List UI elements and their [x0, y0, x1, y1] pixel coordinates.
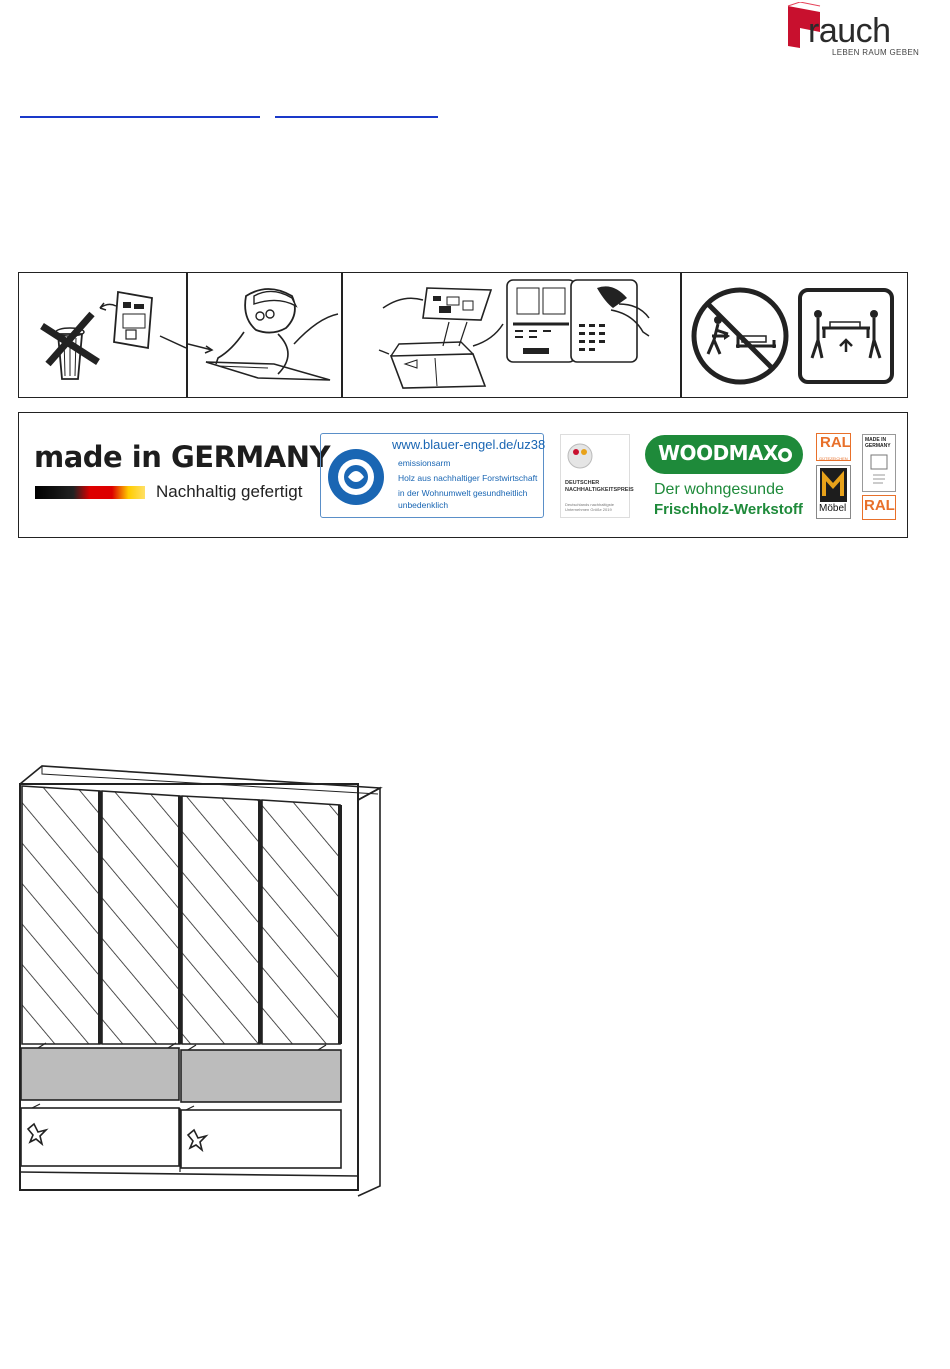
made-in-germany-badge-icon — [869, 453, 889, 487]
made-in-germany-badge-label: MADE IN GERMANY — [865, 437, 891, 449]
wardrobe-drawing — [18, 758, 386, 1198]
woodmax-line1: Der wohngesunde — [654, 481, 784, 498]
blauer-engel-seal-icon — [326, 437, 386, 513]
ral-label-top-sub: GÜTEZEICHEN — [819, 456, 848, 461]
nachhaltigkeitspreis-note: Deutschlands nachhaltigste Unternehmen Größe 2019 — [565, 502, 614, 512]
blauer-item: unbedenklich — [398, 500, 449, 510]
made-in-germany-title: made in GERMANY — [34, 440, 331, 474]
wardrobe-doors — [22, 786, 342, 1044]
germany-flag-gradient — [35, 486, 145, 499]
blauer-engel-url: www.blauer-engel.de/uz38 — [392, 437, 546, 452]
document-link-1[interactable] — [20, 116, 260, 118]
ral-label-top: RAL — [820, 434, 851, 451]
brand-name: rauch — [808, 12, 891, 50]
brand-tagline: LEBEN RAUM GEBEN — [832, 48, 920, 57]
made-in-germany-subtitle: Nachhaltig gefertigt — [156, 482, 303, 501]
ral-label-bottom: RAL — [864, 497, 895, 514]
blauer-item: in der Wohnumwelt gesundheitlich — [398, 488, 528, 498]
do-not-discard-icon — [20, 274, 186, 396]
woodmax-name: WOODMAX — [658, 441, 778, 465]
nachhaltigkeitspreis-globe-icon — [566, 440, 594, 476]
moebel-m-icon — [820, 468, 847, 502]
blauer-item: Holz aus nachhaltiger Forstwirtschaft — [398, 473, 538, 483]
read-instructions-icon — [188, 274, 340, 396]
nachhaltigkeitspreis-title: DEUTSCHER NACHHALTIGKEITSPREIS — [565, 480, 634, 493]
keep-instructions-icon — [343, 274, 679, 396]
lift-do-not-drag-icon — [682, 274, 908, 396]
woodmax-line2: Frischholz-Werkstoff — [654, 501, 803, 518]
woodmax-dot-icon — [776, 446, 794, 464]
moebel-label: Möbel — [819, 503, 847, 514]
document-link-2[interactable] — [275, 116, 438, 118]
blauer-item: emissionsarm — [398, 458, 451, 468]
